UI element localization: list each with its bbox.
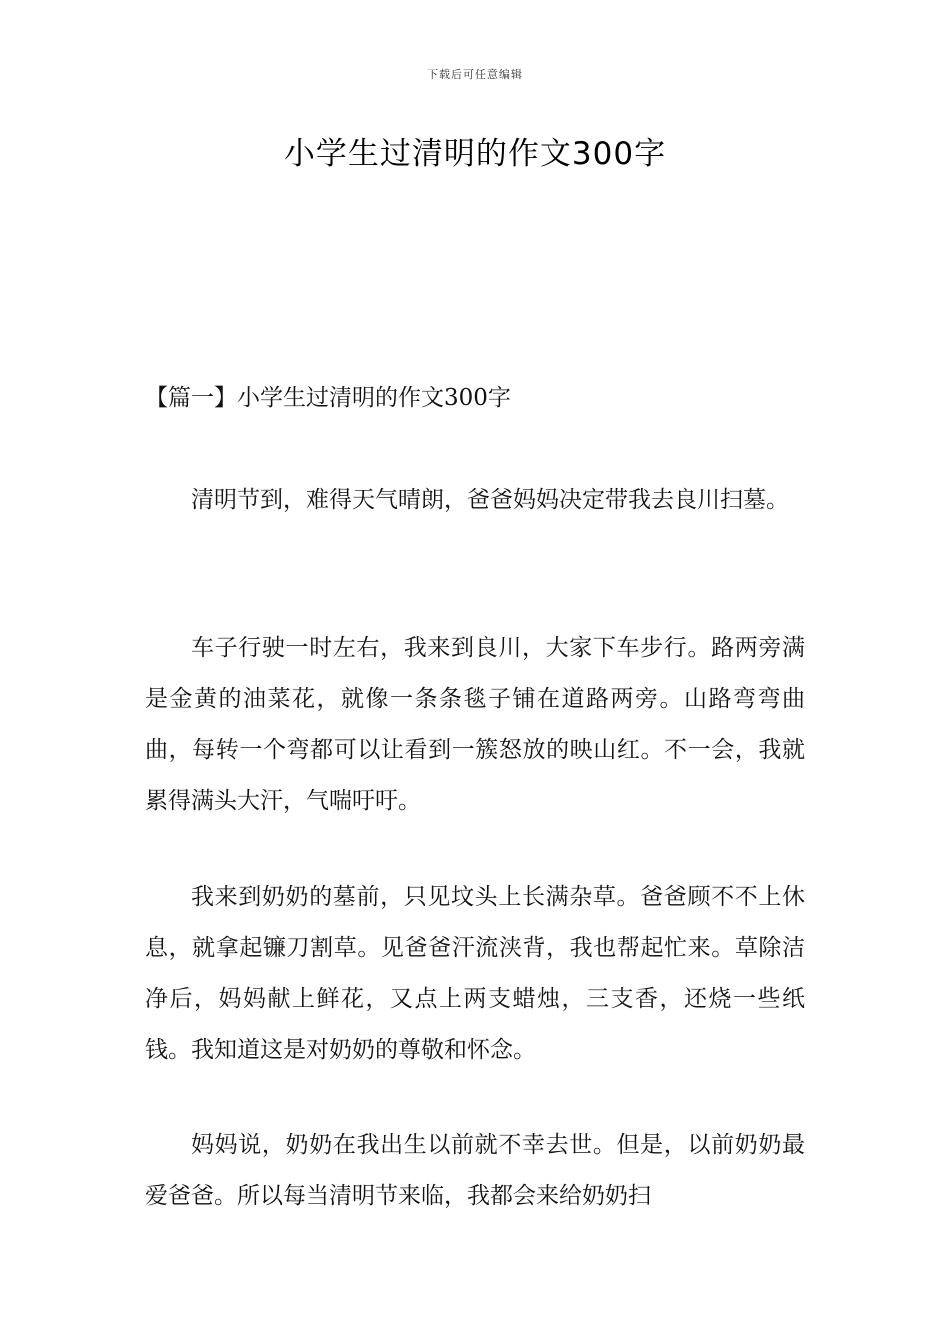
paragraph-1: 清明节到，难得天气晴朗，爸爸妈妈决定带我去良川扫墓。 (191, 487, 789, 513)
section-heading: 【篇一】小学生过清明的作文300字 (145, 385, 511, 411)
paragraph-4: 妈妈说，奶奶在我出生以前就不幸去世。但是，以前奶奶最爱爸爸。所以每当清明节来临，我都会来给奶奶扫 (145, 1132, 805, 1209)
paragraph-2: 车子行驶一时左右，我来到良川，大家下车步行。路两旁满是金黄的油菜花，就像一条条毯子铺在道路两旁。山路弯弯曲曲，每转一个弯都可以让看到一簇怒放的映山红。不一会，我就累得满头大汗，气喘吁吁。 (145, 635, 805, 814)
header-note: 下载后可任意编辑 (427, 68, 523, 81)
paragraph-3: 我来到奶奶的墓前，只见坟头上长满杂草。爸爸顾不不上休息，就拿起镰刀割草。见爸爸汗流浃背，我也帮起忙来。草除洁净后，妈妈献上鲜花，又点上两支蜡烛，三支香，还烧一些纸钱。我知道这是对奶奶的尊敬和怀念。 (145, 884, 805, 1063)
document-title: 小学生过清明的作文300字 (283, 136, 667, 172)
